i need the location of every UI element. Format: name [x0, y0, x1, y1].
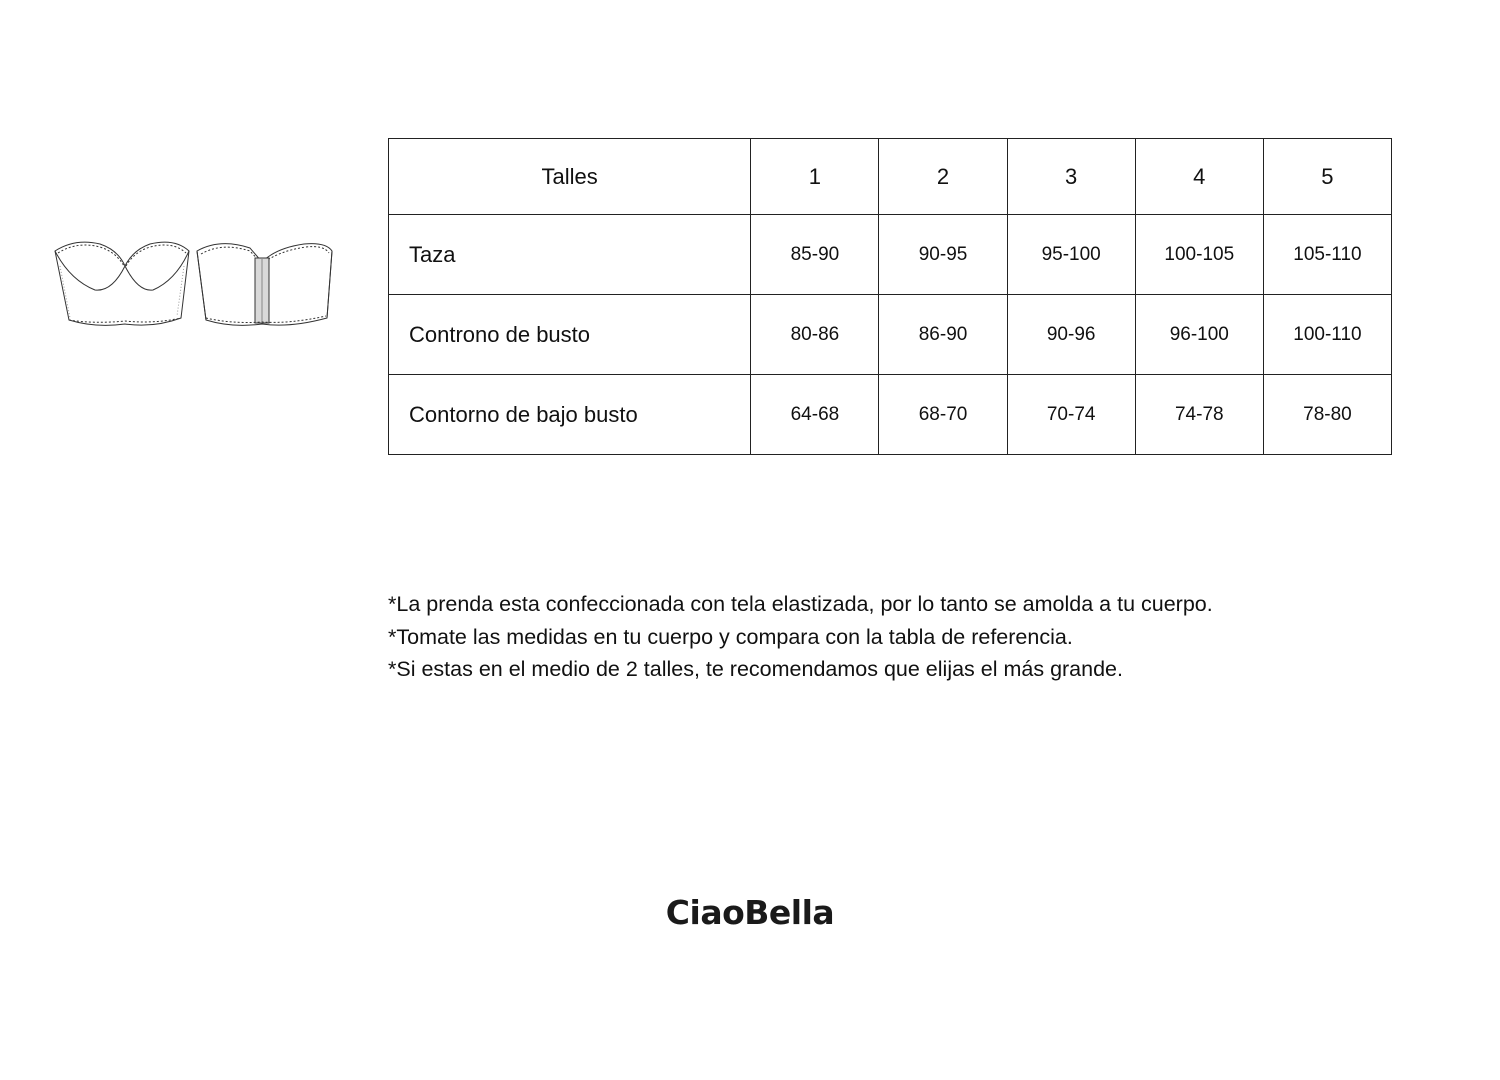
table-cell: 64-68 — [751, 375, 879, 455]
table-row — [389, 375, 1392, 455]
table-cell: 90-95 — [879, 215, 1007, 295]
table-row — [389, 215, 1392, 295]
size-notes — [388, 588, 1468, 686]
table-cell: 86-90 — [879, 295, 1007, 375]
row-label-taza: Taza — [389, 215, 751, 295]
table-cell: 105-110 — [1263, 215, 1391, 295]
table-cell: 100-110 — [1263, 295, 1391, 375]
bustier-back-view — [197, 244, 332, 326]
table-cell: 68-70 — [879, 375, 1007, 455]
table-header-row — [389, 139, 1392, 215]
bustier-front-view — [55, 242, 189, 325]
table-cell: 80-86 — [751, 295, 879, 375]
table-cell: 70-74 — [1007, 375, 1135, 455]
size-chart-table — [388, 138, 1392, 455]
header-size-cell: 1 — [751, 139, 879, 215]
table-cell: 100-105 — [1135, 215, 1263, 295]
note-take-measurements: *Tomate las medidas en tu cuerpo y compara con la tabla de referencia. — [388, 624, 1073, 649]
header-label-cell: Talles — [389, 139, 751, 215]
table-cell: 85-90 — [751, 215, 879, 295]
header-size-cell: 2 — [879, 139, 1007, 215]
header-size-cell: 4 — [1135, 139, 1263, 215]
table-cell: 96-100 — [1135, 295, 1263, 375]
note-between-sizes: *Si estas en el medio de 2 talles, te recomendamos que elijas el más grande. — [388, 657, 1123, 681]
header-size-cell: 3 — [1007, 139, 1135, 215]
table-cell: 74-78 — [1135, 375, 1263, 455]
row-label-bajo-busto: Contorno de bajo busto — [389, 375, 751, 455]
table-cell: 95-100 — [1007, 215, 1135, 295]
table-row — [389, 295, 1392, 375]
brand-logo: CiaoBella — [665, 893, 835, 932]
header-size-cell: 5 — [1263, 139, 1391, 215]
row-label-contorno-busto: Controno de busto — [389, 295, 751, 375]
bustier-technical-drawing — [50, 236, 340, 332]
table-cell: 90-96 — [1007, 295, 1135, 375]
table-cell: 78-80 — [1263, 375, 1391, 455]
note-elastic-fabric: *La prenda esta confeccionada con tela elastizada, por lo tanto se amolda a tu cuerpo. — [388, 592, 1213, 616]
